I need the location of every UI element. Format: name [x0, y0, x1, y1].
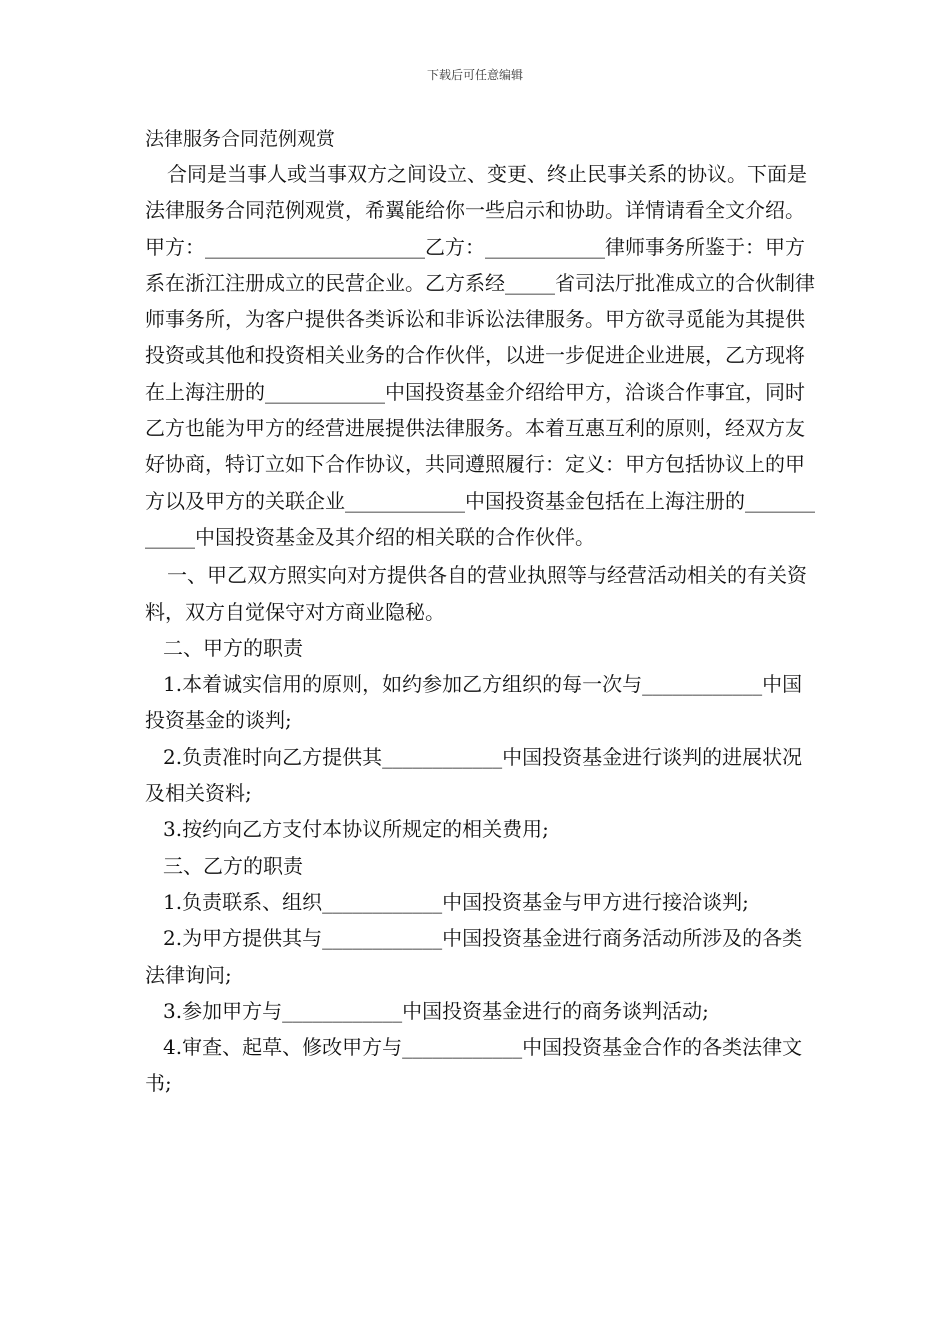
- page-header-note: 下载后可任意编辑: [426, 68, 523, 82]
- section-heading-party-a: 二、甲方的职责: [163, 635, 303, 660]
- party-b-duty-4: 4.审查、起草、修改甲方与____________中国投资基金合作的各类法律文书;: [145, 1035, 803, 1096]
- party-a-duty-2: 2.负责准时向乙方提供其____________中国投资基金进行谈判的进展状况及相关资料;: [145, 744, 803, 806]
- clause-1: 一、甲乙双方照实向对方提供各自的营业执照等与经营活动相关的有关资料，双方自觉保守对方商业隐秘。: [145, 563, 807, 624]
- party-b-duty-2: 2.为甲方提供其与____________中国投资基金进行商务活动所涉及的各类法律询问;: [145, 926, 803, 987]
- party-a-duty-1: 1.本着诚实信用的原则，如约参加乙方组织的每一次与____________中国投资基金的谈判;: [145, 672, 803, 733]
- document-title: 法律服务合同范例观赏: [145, 128, 336, 150]
- party-a-duty-3: 3.按约向乙方支付本协议所规定的相关费用;: [163, 817, 549, 842]
- section-heading-party-b: 三、乙方的职责: [163, 853, 303, 878]
- party-b-duty-1: 1.负责联系、组织____________中国投资基金与甲方进行接洽谈判;: [163, 889, 749, 914]
- party-b-duty-3: 3.参加甲方与____________中国投资基金进行的商务谈判活动;: [163, 998, 709, 1023]
- document-body: [145, 124, 815, 1102]
- intro-paragraph: 合同是当事人或当事双方之间设立、变更、终止民事关系的协议。下面是法律服务合同范例观赏，希翼能给你一些启示和协助。详情请看全文介绍。甲方：______________________乙方：____________律师事务所鉴于：甲方系在浙江注册成立的民营企业。乙方系经_____省司法厅批准成立的合伙制律师事务所，为客户提供各类诉讼和非诉讼法律服务。甲方欲寻觅能为其提供投资或其他和投资相关业务的合作伙伴，以进一步促进企业进展，乙方现将在上海注册的____________中国投资基金介绍给甲方，洽谈合作事宜，同时乙方也能为甲方的经营进展提供法律服务。本着互惠互利的原则，经双方友好协商，特订立如下合作协议，共同遵照履行：定义：甲方包括协议上的甲方以及甲方的关联企业____________中国投资基金包括在上海注册的____________中国投资基金及其介绍的相关联的合作伙伴。: [145, 162, 815, 549]
